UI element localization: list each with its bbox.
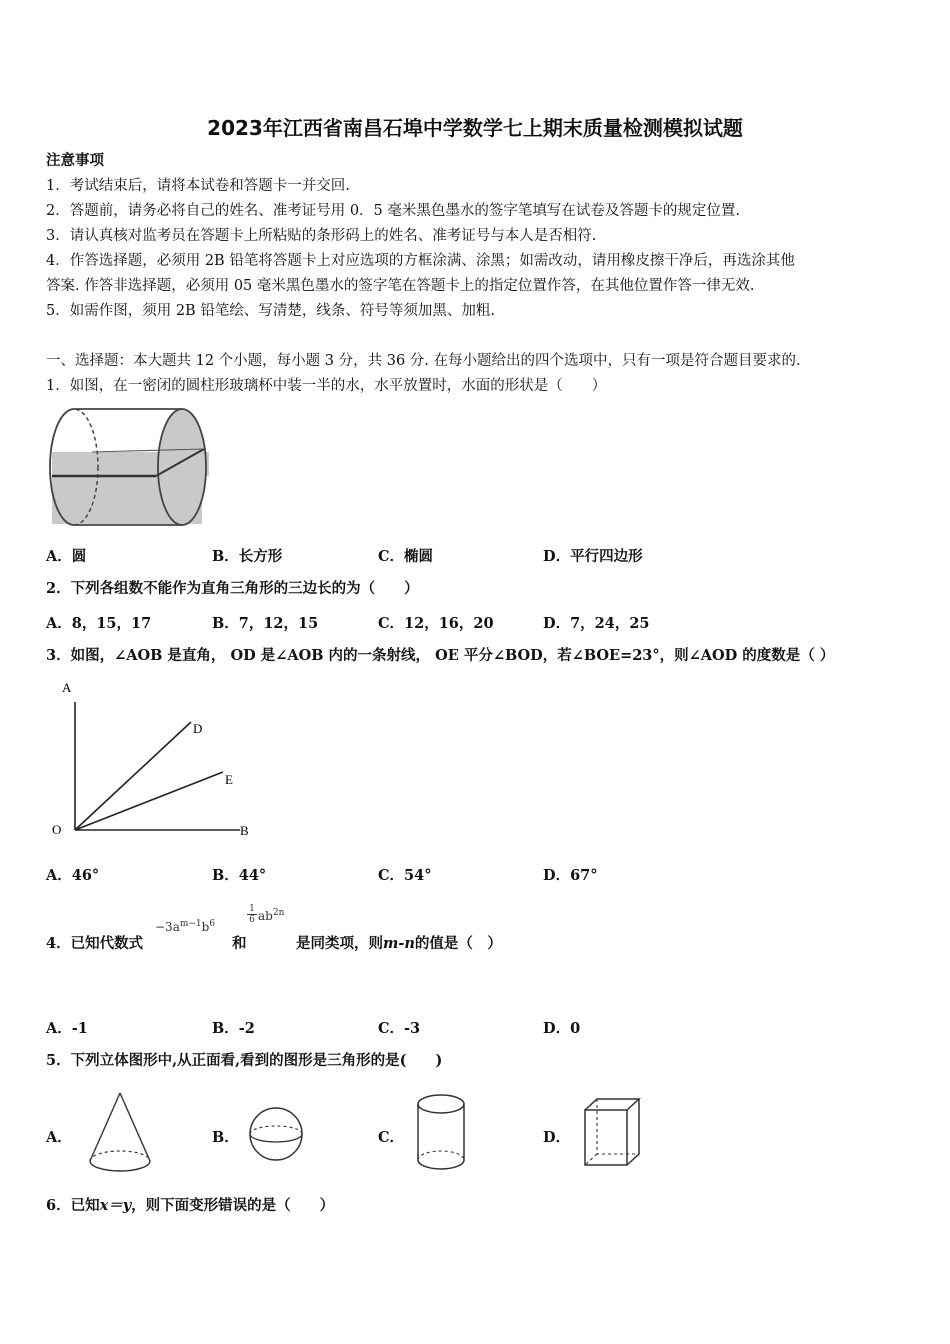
q5-option-a: A． xyxy=(46,1129,72,1146)
q4-option-c: C．-3 xyxy=(378,1020,421,1037)
expression-2: $ab^{2n}$ xyxy=(258,908,285,923)
notice-item: 2．答题前，请务必将自己的姓名、准考证号用 0．5 毫米黑色墨水的签字笔填写在试卷及答题卡的规定位置. xyxy=(46,203,740,219)
cylinder-solid-figure xyxy=(414,1092,468,1174)
question-2-stem: 2．下列各组数不能作为直角三角形的三边长的为（ ） xyxy=(46,580,419,597)
fraction: 1 6 xyxy=(247,904,257,925)
q5-option-d: D． xyxy=(543,1129,571,1146)
q2-option-c: C．12，16，20 xyxy=(378,615,494,632)
question-1-stem: 1．如图，在一密闭的圆柱形玻璃杯中装一半的水，水平放置时，水面的形状是（ ） xyxy=(46,378,607,394)
q2-option-d: D．7，24，25 xyxy=(543,615,650,632)
notice-item: 答案. 作答非选择题，必须用 05 毫米黑色墨水的签字笔在答题卡上的指定位置作答，在其他位置作答一律无效. xyxy=(46,278,755,294)
q3-option-b: B．44° xyxy=(212,867,267,884)
section-heading: 一、选择题：本大题共 12 个小题，每小题 3 分，共 36 分. 在每小题给出的四个选项中，只有一项是符合题目要求的. xyxy=(46,353,801,369)
cone-figure xyxy=(86,1090,154,1176)
q2-option-a: A．8，15，17 xyxy=(46,615,152,632)
q1-option-a: A．圆 xyxy=(46,548,87,565)
label-b: B xyxy=(240,823,249,838)
q3-option-a: A．46° xyxy=(46,867,100,884)
notice-item: 4．作答选择题，必须用 2B 铅笔将答题卡上对应选项的方框涂满、涂黑；如需改动，请用橡皮擦干净后，再选涂其他 xyxy=(46,253,795,269)
q2-option-b: B．7，12，15 xyxy=(212,615,319,632)
cylinder-figure xyxy=(44,404,209,529)
question-6-stem: 6．已知x＝y，则下面变形错误的是（ ） xyxy=(46,1197,335,1214)
page-title: 2023年江西省南昌石埠中学数学七上期末质量检测模拟试题 xyxy=(207,116,743,140)
q3-option-c: C．54° xyxy=(378,867,432,884)
q1-option-c: C．椭圆 xyxy=(378,548,434,565)
notice-heading: 注意事项 xyxy=(46,152,104,169)
sphere-figure xyxy=(247,1105,305,1163)
label-e: E xyxy=(225,772,233,787)
question-4-suffix: 是同类项，则m-n的值是（ ） xyxy=(296,935,502,952)
q1-option-b: B．长方形 xyxy=(212,548,283,565)
q1-option-d: D．平行四边形 xyxy=(543,548,643,565)
notice-item: 5．如需作图，须用 2B 铅笔绘、写清楚，线条、符号等须加黑、加粗. xyxy=(46,303,495,319)
label-d: D xyxy=(193,721,203,736)
q3-option-d: D．67° xyxy=(543,867,598,884)
question-5-stem: 5．下列立体图形中,从正面看,看到的图形是三角形的是( ) xyxy=(46,1052,443,1069)
conjunction-and: 和 xyxy=(232,935,247,952)
q4-option-d: D．0 xyxy=(543,1020,581,1037)
q5-option-c: C． xyxy=(378,1129,405,1146)
angle-figure xyxy=(48,680,258,840)
notice-item: 3．请认真核对监考员在答题卡上所粘贴的条形码上的姓名、准考证号与本人是否相符. xyxy=(46,228,597,244)
q5-option-b: B． xyxy=(212,1129,239,1146)
cuboid-figure xyxy=(580,1096,644,1170)
q4-option-a: A．-1 xyxy=(46,1020,88,1037)
q4-option-b: B．-2 xyxy=(212,1020,255,1037)
notice-item: 1．考试结束后，请将本试卷和答题卡一并交回. xyxy=(46,178,350,194)
question-3-stem: 3．如图，∠AOB 是直角， OD 是∠AOB 内的一条射线， OE 平分∠BOD，若∠BOE=23°，则∠AOD 的度数是（ ） xyxy=(46,647,835,664)
question-4-prefix: 4．已知代数式 xyxy=(46,935,144,952)
expression-1: $-3a^{m-1}b^6$ xyxy=(155,919,216,934)
label-o: O xyxy=(52,822,62,837)
label-a: A xyxy=(62,680,72,695)
